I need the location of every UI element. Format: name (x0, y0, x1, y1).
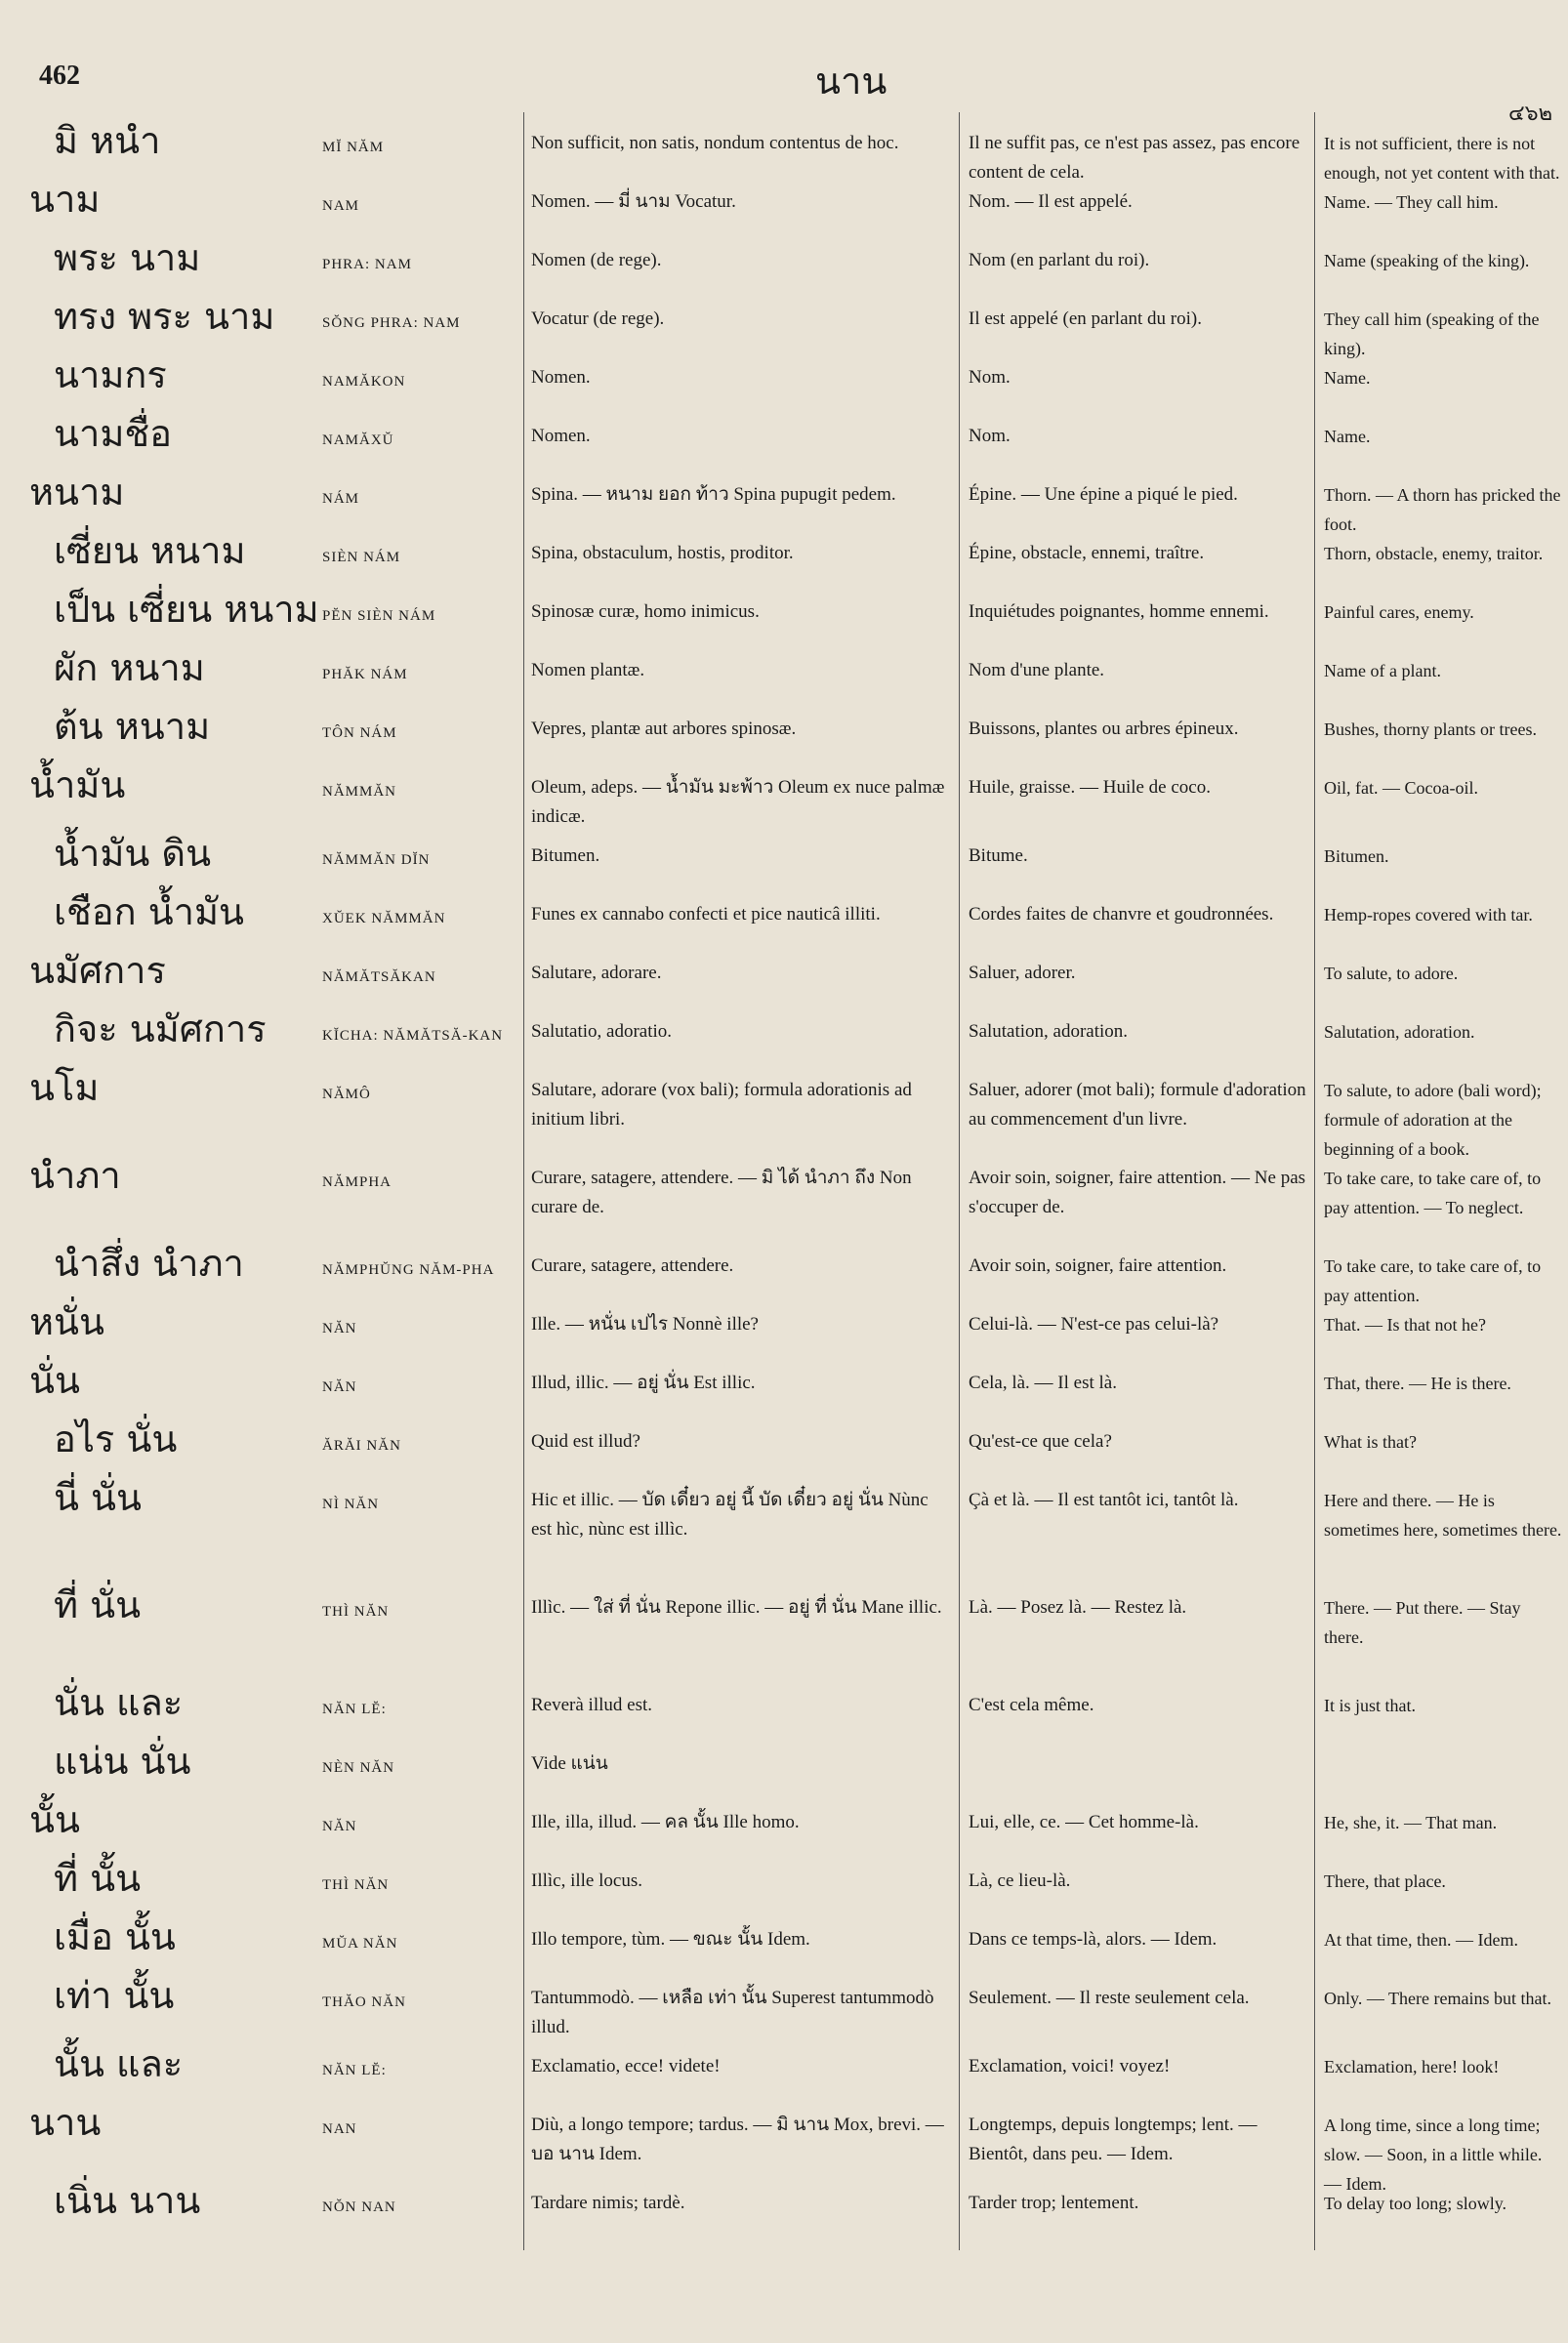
romanization: SIÈN NÁM (322, 550, 401, 565)
latin-definition: Diù, a longo tempore; tardus. — มิ นาน Mox, brevi. — บอ นาน Idem. (531, 2115, 944, 2164)
french-definition: Cordes faites de chanvre et goudronnées. (969, 904, 1274, 925)
english-definition: Exclamation, here! look! (1324, 2057, 1500, 2076)
latin-definition: Illìc. — ใส่ ที่ นั่น Repone illic. — อยู่ ที่ นั่น Mane illic. (531, 1597, 942, 1618)
english-definition: To take care, to take care of, to pay attention. — To neglect. (1324, 1169, 1542, 1217)
english-definition: At that time, then. — Idem. (1324, 1930, 1518, 1950)
romanization: NÁM (322, 491, 360, 507)
english-definition: To delay too long; slowly. (1324, 2194, 1507, 2213)
thai-headword: ที่ นั้น (54, 1857, 142, 1900)
french-definition: Huile, graisse. — Huile de coco. (969, 777, 1211, 798)
english-definition: Name (speaking of the king). (1324, 251, 1530, 270)
latin-definition: Reverà illud est. (531, 1695, 652, 1715)
romanization: THÌ NĂN (322, 1877, 390, 1893)
romanization: NĂN LĔ: (322, 2063, 387, 2078)
latin-definition: Nomen. (531, 426, 591, 446)
english-definition: He, she, it. — That man. (1324, 1813, 1498, 1832)
latin-definition: Salutare, adorare (vox bali); formula adorationis ad initium libri. (531, 1080, 912, 1130)
french-definition: Exclamation, voici! voyez! (969, 2056, 1171, 2076)
english-definition: Only. — There remains but that. (1324, 1989, 1551, 2008)
english-definition: Bitumen. (1324, 846, 1389, 866)
romanization: NĂMPHA (322, 1174, 392, 1190)
french-definition: Il ne suffit pas, ce n'est pas assez, pas encore content de cela. (969, 133, 1300, 183)
french-definition: Là. — Posez là. — Restez là. (969, 1597, 1187, 1618)
latin-definition: Non sufficit, non satis, nondum contentus de hoc. (531, 133, 899, 153)
english-definition: It is just that. (1324, 1696, 1416, 1715)
thai-headword: เซี่ยน หนาม (54, 529, 246, 572)
romanization: NĂMĂTSĂKAN (322, 969, 436, 985)
french-definition: Seulement. — Il reste seulement cela. (969, 1988, 1250, 2008)
romanization: THÌ NĂN (322, 1604, 390, 1620)
latin-definition: Oleum, adeps. — น้ำมัน มะพ้าว Oleum ex nuce palmæ indicæ. (531, 777, 945, 827)
latin-definition: Illo tempore, tùm. — ขณะ นั้น Idem. (531, 1929, 810, 1950)
latin-definition: Spina, obstaculum, hostis, proditor. (531, 543, 794, 563)
romanization: NĂN LĔ: (322, 1702, 387, 1717)
english-definition: That, there. — He is there. (1324, 1374, 1511, 1393)
thai-headword: ที่ นั่น (54, 1583, 142, 1626)
french-definition: Celui-là. — N'est-ce pas celui-là? (969, 1314, 1219, 1335)
romanization: NĂN (322, 1321, 357, 1336)
romanization: NĂMMĂN DĬN (322, 852, 431, 868)
thai-headword: ผัก หนาม (54, 646, 205, 689)
latin-definition: Curare, satagere, attendere. (531, 1255, 734, 1276)
thai-headword: นั่น และ (54, 1681, 184, 1724)
english-definition: It is not sufficient, there is not enough, not yet content with that. (1324, 134, 1560, 183)
thai-headword: น้ำมัน (29, 763, 126, 806)
thai-headword: เป็น เซี่ยน หนาม (54, 588, 319, 631)
french-definition: Nom. — Il est appelé. (969, 191, 1133, 212)
latin-definition: Vocatur (de rege). (531, 308, 665, 329)
thai-headword: เท่า นั้น (54, 1974, 175, 2017)
thai-headword: นาม (29, 178, 101, 221)
french-definition: Qu'est-ce que cela? (969, 1431, 1112, 1452)
latin-definition: Hic et illic. — บัด เดี๋ยว อยู่ นี้ บัด เดี๋ยว อยู่ นั่น Nùnc est hìc, nùnc est illìc. (531, 1490, 928, 1540)
romanization: NAM (322, 198, 360, 214)
romanization: MĬ NĂM (322, 140, 385, 155)
column-divider (959, 112, 960, 2250)
thai-headword: นาน (29, 2101, 102, 2144)
english-definition: There, that place. (1324, 1871, 1446, 1891)
latin-definition: Funes ex cannabo confecti et pice nauticâ illiti. (531, 904, 881, 925)
romanization: NÈN NĂN (322, 1760, 395, 1776)
french-definition: Inquiétudes poignantes, homme ennemi. (969, 601, 1269, 622)
thai-headword: นี่ นั่น (54, 1476, 143, 1519)
romanization: NAN (322, 2121, 357, 2137)
english-definition: Hemp-ropes covered with tar. (1324, 905, 1533, 925)
french-definition: Buissons, plantes ou arbres épineux. (969, 719, 1239, 739)
romanization: SŎNG PHRA: NAM (322, 315, 461, 331)
thai-headword: นั้น (29, 1798, 80, 1841)
thai-headword: หนั่น (29, 1300, 105, 1343)
romanization: NŎN NAN (322, 2199, 396, 2215)
handwritten-page-number: ๔๖๒ (1508, 102, 1553, 126)
english-definition: Thorn, obstacle, enemy, traitor. (1324, 544, 1544, 563)
latin-definition: Salutare, adorare. (531, 963, 662, 983)
english-definition: To salute, to adore. (1324, 964, 1459, 983)
thai-headword: เนิ่น นาน (54, 2179, 201, 2222)
english-definition: Name. (1324, 427, 1371, 446)
thai-headword: นามกร (54, 353, 167, 396)
latin-definition: Tantummodò. — เหลือ เท่า นั้น Superest tantummodò illud. (531, 1988, 934, 2037)
french-definition: C'est cela même. (969, 1695, 1094, 1715)
english-definition: Thorn. — A thorn has pricked the foot. (1324, 485, 1561, 534)
romanization: PHRA: NAM (322, 257, 412, 272)
column-divider (523, 112, 524, 2250)
french-definition: Épine. — Une épine a piqué le pied. (969, 484, 1238, 505)
latin-definition: Nomen. — มี่ นาม Vocatur. (531, 191, 736, 212)
romanization: NĂMPHŬNG NĂM-PHA (322, 1262, 495, 1278)
thai-headword: มิ หนำ (54, 119, 161, 162)
thai-headword: นามชื่อ (54, 412, 172, 455)
french-definition: Il est appelé (en parlant du roi). (969, 308, 1202, 329)
romanization: NĂN (322, 1379, 357, 1395)
french-definition: Saluer, adorer. (969, 963, 1076, 983)
french-definition: Avoir soin, soigner, faire attention. — Ne pas s'occuper de. (969, 1168, 1306, 1217)
romanization: NAMĂKON (322, 374, 406, 390)
latin-definition: Illud, illic. — อยู่ นั่น Est illic. (531, 1373, 756, 1393)
thai-headword: นั่น (29, 1359, 80, 1402)
latin-definition: Spina. — หนาม ยอก ท้าว Spina pupugit pedem. (531, 484, 896, 505)
latin-definition: Ille. — หนั่น เปไร Nonnè ille? (531, 1314, 759, 1335)
latin-definition: Nomen plantæ. (531, 660, 645, 680)
romanization: NĂN (322, 1819, 357, 1834)
thai-headword: นมัศการ (29, 949, 166, 992)
latin-definition: Curare, satagere, attendere. — มิ ได้ นำภา ถึง Non curare de. (531, 1168, 912, 1217)
thai-headword: นั้น และ (54, 2042, 184, 2085)
thai-headword: แน่น นั่น (54, 1740, 191, 1783)
thai-headword: น้ำมัน ดิน (54, 832, 212, 875)
latin-definition: Nomen (de rege). (531, 250, 662, 270)
english-definition: To salute, to adore (bali word); formule of adoration at the beginning of a book. (1324, 1081, 1542, 1159)
french-definition: Avoir soin, soigner, faire attention. (969, 1255, 1227, 1276)
latin-definition: Bitumen. (531, 845, 600, 866)
romanization: THĂO NĂN (322, 1994, 406, 2010)
romanization: TÔN NÁM (322, 725, 397, 741)
romanization: KĬCHA: NĂMĂTSĂ-KAN (322, 1028, 504, 1044)
french-definition: Épine, obstacle, ennemi, traître. (969, 543, 1205, 563)
english-definition: Oil, fat. — Cocoa-oil. (1324, 778, 1478, 798)
english-definition: There. — Put there. — Stay there. (1324, 1598, 1521, 1647)
romanization: NAMĂXŬ (322, 432, 394, 448)
french-definition: Cela, là. — Il est là. (969, 1373, 1117, 1393)
thai-headword: นำภา (29, 1154, 121, 1197)
english-definition: Here and there. — He is sometimes here, sometimes there. (1324, 1491, 1562, 1540)
latin-definition: Salutatio, adoratio. (531, 1021, 673, 1042)
french-definition: Nom. (969, 426, 1011, 446)
french-definition: Dans ce temps-là, alors. — Idem. (969, 1929, 1217, 1950)
column-divider (1314, 112, 1315, 2250)
french-definition: Lui, elle, ce. — Cet homme-là. (969, 1812, 1199, 1832)
running-header: นาน (815, 60, 887, 103)
thai-headword: พระ นาม (54, 236, 201, 279)
thai-headword: หนาม (29, 471, 125, 514)
english-definition: Salutation, adoration. (1324, 1022, 1475, 1042)
english-definition: What is that? (1324, 1432, 1417, 1452)
latin-definition: Exclamatio, ecce! videte! (531, 2056, 721, 2076)
thai-headword: ต้น หนาม (54, 705, 211, 748)
french-definition: Nom d'une plante. (969, 660, 1105, 680)
french-definition: Çà et là. — Il est tantôt ici, tantôt là. (969, 1490, 1239, 1510)
english-definition: To take care, to take care of, to pay attention. (1324, 1256, 1542, 1305)
french-definition: Là, ce lieu-là. (969, 1870, 1071, 1891)
latin-definition: Illìc, ille locus. (531, 1870, 642, 1891)
thai-headword: กิจะ นมัศการ (54, 1007, 267, 1050)
english-definition: Bushes, thorny plants or trees. (1324, 719, 1537, 739)
latin-definition: Spinosæ curæ, homo inimicus. (531, 601, 760, 622)
thai-headword: นโม (29, 1066, 100, 1109)
romanization: PĔN SIÈN NÁM (322, 608, 436, 624)
french-definition: Saluer, adorer (mot bali); formule d'adoration au commencement d'un livre. (969, 1080, 1306, 1130)
thai-headword: เมื่อ นั้น (54, 1915, 176, 1958)
romanization: MŬA NĂN (322, 1936, 398, 1952)
latin-definition: Vide แน่น (531, 1753, 608, 1774)
french-definition: Salutation, adoration. (969, 1021, 1129, 1042)
thai-headword: นำสึ่ง นำภา (54, 1242, 244, 1285)
french-definition: Longtemps, depuis longtemps; lent. — Bientôt, dans peu. — Idem. (969, 2115, 1258, 2164)
english-definition: They call him (speaking of the king). (1324, 309, 1540, 358)
french-definition: Nom (en parlant du roi). (969, 250, 1150, 270)
page-number: 462 (39, 61, 80, 91)
english-definition: Name of a plant. (1324, 661, 1441, 680)
latin-definition: Quid est illud? (531, 1431, 640, 1452)
french-definition: Bitume. (969, 845, 1028, 866)
romanization: ĂRĂI NĂN (322, 1438, 401, 1454)
romanization: XŬEK NĂMMĂN (322, 911, 446, 926)
thai-headword: เชือก น้ำมัน (54, 890, 245, 933)
romanization: NĂMÔ (322, 1087, 371, 1102)
latin-definition: Tardare nimis; tardè. (531, 2193, 685, 2213)
french-definition: Tarder trop; lentement. (969, 2193, 1139, 2213)
english-definition: That. — Is that not he? (1324, 1315, 1486, 1335)
english-definition: Name. (1324, 368, 1371, 388)
english-definition: Name. — They call him. (1324, 192, 1499, 212)
english-definition: Painful cares, enemy. (1324, 602, 1474, 622)
english-definition: A long time, since a long time; slow. — Soon, in a little while. — Idem. (1324, 2116, 1543, 2194)
latin-definition: Ille, illa, illud. — คล นั้น Ille homo. (531, 1812, 800, 1832)
french-definition: Nom. (969, 367, 1011, 388)
latin-definition: Vepres, plantæ aut arbores spinosæ. (531, 719, 797, 739)
romanization: NÌ NĂN (322, 1497, 380, 1512)
latin-definition: Nomen. (531, 367, 591, 388)
thai-headword: ทรง พระ นาม (54, 295, 275, 338)
romanization: NĂMMĂN (322, 784, 397, 800)
thai-headword: อไร นั่น (54, 1418, 178, 1460)
romanization: PHĂK NÁM (322, 667, 408, 682)
